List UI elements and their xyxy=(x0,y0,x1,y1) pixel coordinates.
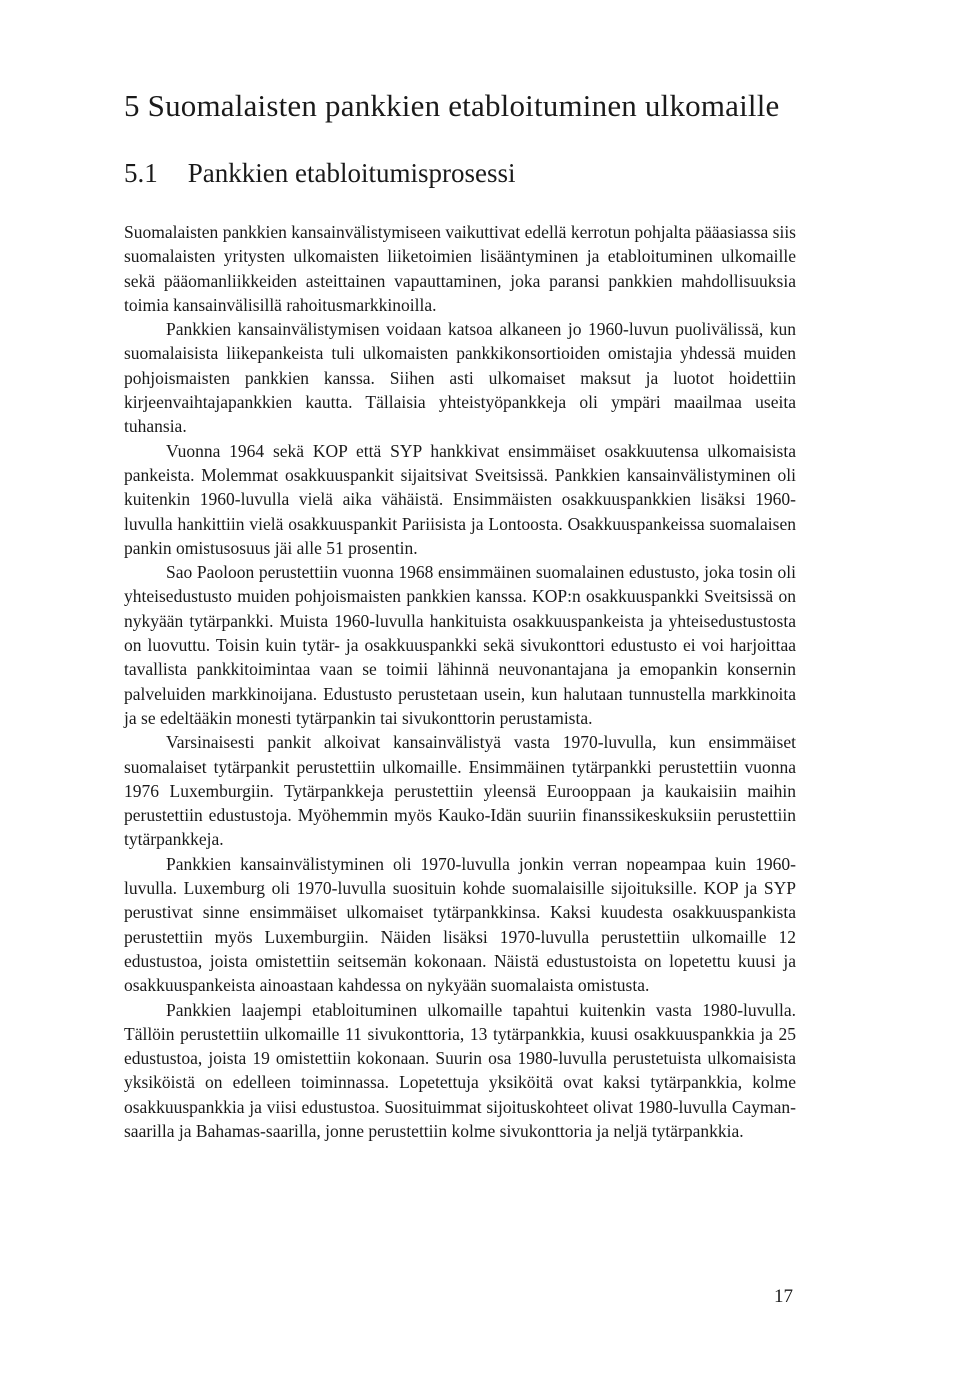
chapter-heading xyxy=(124,88,780,124)
paragraph: Suomalaisten pankkien kansainvälistymiseen vaikuttivat edellä kerrotun pohjalta pääasiassa siis suomalaisten yritysten ulkomaisten liiketoimien lisääntyminen ja etabloituminen ulkomaille sekä pääomanliikkeiden asteittainen vapauttaminen, joka paransi pankkien mahdollisuuksia toimia kansainvälisillä rahoitusmarkkinoilla. xyxy=(124,222,796,315)
section-heading xyxy=(124,158,515,189)
paragraph: Pankkien kansainvälistyminen oli 1970-luvulla jonkin verran nopeampaa kuin 1960-luvulla. Luxemburg oli 1970-luvulla suosituin kohde suomalaisille sijoituksille. KOP ja SYP perustivat sinne ensimmäiset ulkomaiset tytärpankkinsa. Kaksi kuudesta osakkuuspankista perustettiin myös Luxemburgiin. Näiden lisäksi 1970-luvulla perustettiin ulkomaille 12 edustustoa, joista omistettiin seitsemän kokonaan. Näistä edustustoista on lopetettu kuusi ja osakkuuspankeista ainoastaan kahdessa on nykyään suomalaista omistusta. xyxy=(124,853,796,996)
paragraph: Sao Paoloon perustettiin vuonna 1968 ensimmäinen suomalainen edustusto, joka tosin oli yhteisedustusto muiden pohjoismaisten pankkien kanssa. KOP:n osakkuuspankki Sveitsissä on nykyään tytärpankki. Muista 1960-luvulla hankituista osakkuuspankeista ja yhteisedustustosta on luovuttu. Toisin kuin tytär- ja osakkuuspankki sekä sivukonttori edustusto ei voi harjoittaa tavallista pankkitoimintaa vaan se toimii lähinnä neuvonantajana ja emopankin konsernin palveluiden markkinoijana. Edustusto perustetaan usein, kun halutaan tunnustella markkinoita ja se edeltääkin monesti tytärpankin tai sivukonttorin perustamista. xyxy=(124,562,796,728)
section-title: Pankkien etabloitumisprosessi xyxy=(187,158,516,188)
paragraph: Vuonna 1964 sekä KOP että SYP hankkivat ensimmäiset osakkuutensa ulkomaisista pankeista. Molemmat osakkuuspankit sijaitsivat Sveitsissä. Pankkien kansainvälistyminen oli kuitenkin 1960-luvulla vielä aika vähäistä. Ensimmäisten osakkuuspankkien lisäksi 1960-luvulla hankittiin vielä osakkuuspankit Pariisista ja Lontoosta. Osakkuuspankeissa suomalaisen pankin omistusosuus jäi alle 51 prosentin. xyxy=(124,440,796,558)
chapter-title: Suomalaisten pankkien etabloituminen ulkomaille xyxy=(147,88,780,123)
section-number: 5.1 xyxy=(124,158,158,188)
chapter-number: 5 xyxy=(124,88,140,123)
paragraph: Pankkien laajempi etabloituminen ulkomaille tapahtui kuitenkin vasta 1980-luvulla. Tällöin perustettiin ulkomaille 11 sivukonttoria, 13 tytärpankkia, kuusi osakkuuspankkia ja 25 edustustoa, joista 19 omistettiin kokonaan. Suurin osa 1980-luvulla perustetuista ulkomaisista yksiköistä on edelleen toiminnassa. Lopetettuja yksiköitä ovat kaksi tytärpankkia, kolme osakkuuspankkia ja viisi edustustoa. Suosituimmat sijoituskohteet olivat 1980-luvulla Cayman-saarilla ja Bahamas-saarilla, jonne perustettiin kolme sivukonttoria ja neljä tytärpankkia. xyxy=(124,999,796,1141)
page-number: 17 xyxy=(774,1286,793,1307)
paragraph: Varsinaisesti pankit alkoivat kansainvälistyä vasta 1970-luvulla, kun ensimmäiset suomalaiset tytärpankit perustettiin ulkomaille. Ensimmäinen tytärpankki perustettiin vuonna 1976 Luxemburgiin. Tytärpankkeja perustettiin yleensä Eurooppaan ja kaukaisiin maihin perustettiin edustustoja. Myöhemmin myös Kauko-Idän suuriin finanssikeskuksiin perustettiin tytärpankkeja. xyxy=(124,732,796,850)
paragraph: Pankkien kansainvälistymisen voidaan katsoa alkaneen jo 1960-luvun puolivälissä, kun suomalaisista liikepankeista tuli ulkomaisten pankkikonsortioiden omistajia yhdessä muiden pohjoismaisten pankkien kanssa. Siihen asti ulkomaiset maksut ja luotot hoidettiin kirjeenvaihtajapankkien kautta. Tällaisia yhteistyöpankkeja oli ympäri maailmaa useita tuhansia. xyxy=(124,319,796,437)
body-text xyxy=(124,220,796,1143)
